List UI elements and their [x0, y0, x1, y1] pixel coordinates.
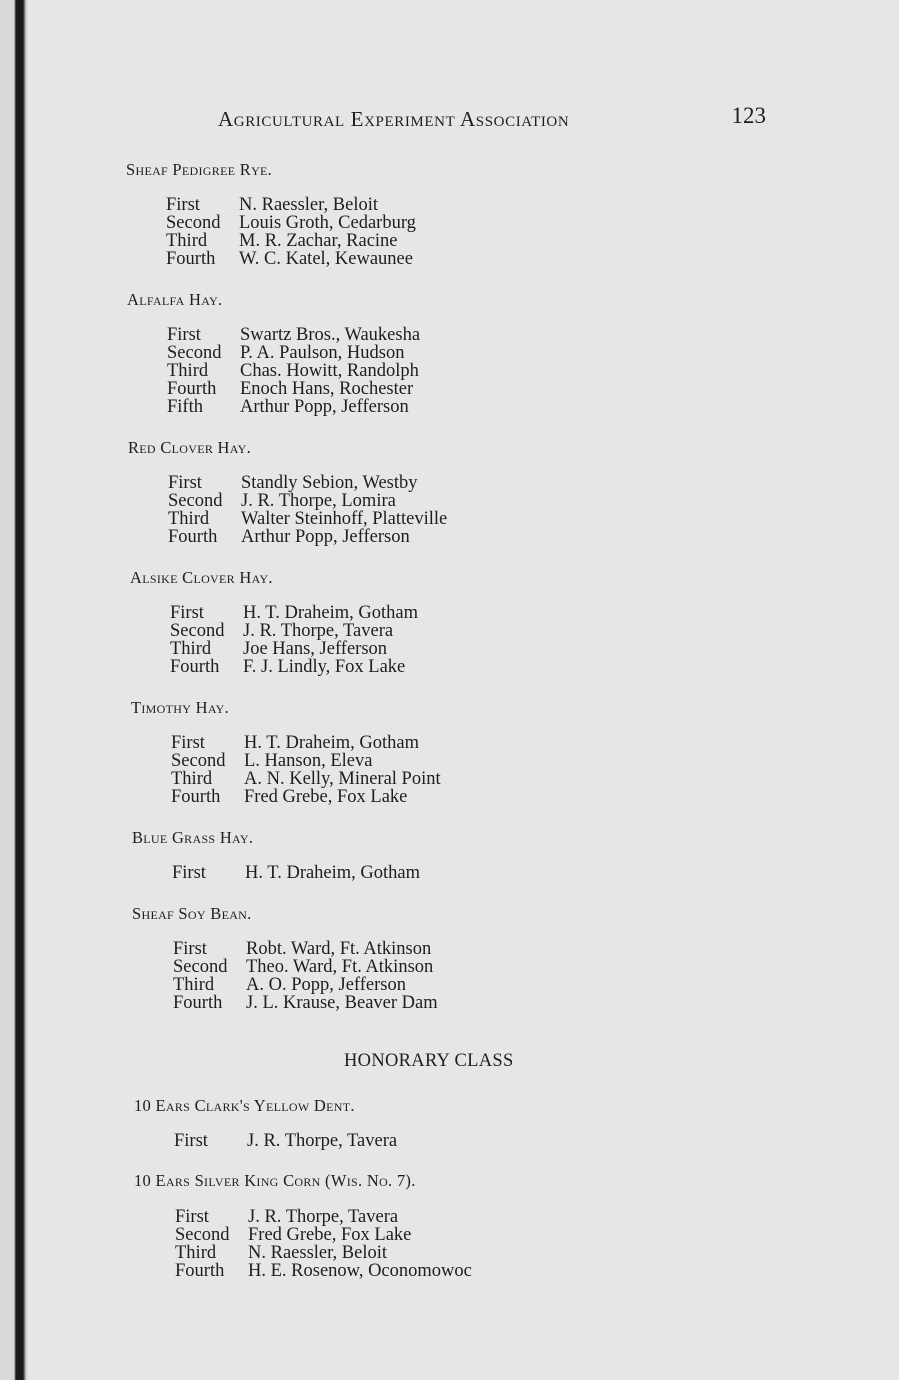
page-header: [218, 103, 766, 133]
list-item: [173, 994, 438, 1012]
place-label: Second: [166, 213, 221, 233]
list-item: [173, 940, 438, 958]
entry-list: [175, 1208, 472, 1280]
list-item: [167, 344, 420, 362]
section-title: Sheaf Pedigree Rye.: [126, 160, 273, 179]
section-title: Alfalfa Hay.: [127, 290, 223, 309]
winner-name: J. R. Thorpe, Lomira: [241, 491, 396, 511]
list-item: [171, 734, 441, 752]
section-title: Alsike Clover Hay.: [130, 568, 273, 587]
list-item: [175, 1226, 472, 1244]
list-item: [166, 250, 416, 268]
winner-name: Arthur Popp, Jefferson: [241, 527, 410, 547]
place-label: Second: [168, 491, 223, 511]
place-label: First: [175, 1207, 209, 1227]
place-label: Fourth: [166, 249, 216, 269]
winner-name: J. L. Krause, Beaver Dam: [246, 993, 438, 1013]
section-title: 10 Ears Clark's Yellow Dent.: [134, 1096, 355, 1115]
winner-name: Theo. Ward, Ft. Atkinson: [246, 957, 434, 977]
entry-list: [168, 474, 447, 546]
place-label: Second: [173, 957, 228, 977]
winner-name: Enoch Hans, Rochester: [240, 379, 414, 399]
section-title: 10 Ears Silver King Corn (Wis. No. 7).: [134, 1171, 416, 1190]
place-label: First: [167, 325, 201, 345]
winner-name: Louis Groth, Cedarburg: [239, 213, 416, 233]
entry-list: [174, 1132, 397, 1150]
place-label: First: [170, 603, 204, 623]
list-item: [171, 752, 441, 770]
place-label: Fourth: [171, 787, 221, 807]
book-spine-edge: [0, 0, 28, 1380]
section-title: Timothy Hay.: [131, 698, 230, 717]
winner-name: H. T. Draheim, Gotham: [244, 733, 420, 753]
list-item: [170, 622, 418, 640]
list-item: [168, 510, 447, 528]
list-item: [170, 640, 418, 658]
list-item: [173, 958, 438, 976]
list-item: [167, 380, 420, 398]
winner-name: Joe Hans, Jefferson: [243, 639, 388, 659]
winner-name: Chas. Howitt, Randolph: [240, 361, 419, 381]
winner-name: Walter Steinhoff, Platteville: [241, 509, 448, 529]
winner-name: A. N. Kelly, Mineral Point: [244, 769, 441, 789]
winner-name: Standly Sebion, Westby: [241, 473, 418, 493]
place-label: Third: [168, 509, 210, 529]
place-label: First: [174, 1131, 208, 1151]
place-label: Third: [171, 769, 213, 789]
place-label: Second: [175, 1225, 230, 1245]
place-label: Fourth: [167, 379, 217, 399]
winner-name: H. T. Draheim, Gotham: [245, 863, 421, 883]
winner-name: J. R. Thorpe, Tavera: [247, 1131, 398, 1151]
place-label: Second: [171, 751, 226, 771]
list-item: [166, 214, 416, 232]
place-label: Fourth: [173, 993, 223, 1013]
winner-name: H. E. Rosenow, Oconomowoc: [248, 1261, 472, 1281]
place-label: Fourth: [175, 1261, 225, 1281]
winner-name: J. R. Thorpe, Tavera: [248, 1207, 399, 1227]
running-title: Agricultural Experiment Association: [218, 107, 570, 131]
winner-name: Robt. Ward, Ft. Atkinson: [246, 939, 432, 959]
entry-list: [167, 326, 420, 416]
winner-name: N. Raessler, Beloit: [239, 195, 379, 215]
winner-name: Arthur Popp, Jefferson: [240, 397, 409, 417]
entry-list: [171, 734, 441, 806]
entry-list: [170, 604, 418, 676]
honorary-class-heading: HONORARY CLASS: [344, 1051, 514, 1071]
list-item: [167, 362, 420, 380]
list-item: [166, 196, 416, 214]
list-item: [168, 492, 447, 510]
entry-list: [166, 196, 416, 268]
winner-name: L. Hanson, Eleva: [244, 751, 373, 771]
list-item: [175, 1262, 472, 1280]
page-number: 123: [731, 103, 766, 128]
list-item: [173, 976, 438, 994]
place-label: First: [171, 733, 205, 753]
place-label: Fourth: [168, 527, 218, 547]
place-label: First: [168, 473, 202, 493]
place-label: Second: [170, 621, 225, 641]
place-label: First: [166, 195, 200, 215]
winner-name: H. T. Draheim, Gotham: [243, 603, 419, 623]
place-label: Third: [170, 639, 212, 659]
entry-list: [173, 940, 438, 1012]
place-label: Second: [167, 343, 222, 363]
list-item: [168, 474, 447, 492]
winner-name: P. A. Paulson, Hudson: [240, 343, 405, 363]
list-item: [171, 770, 441, 788]
list-item: [172, 864, 420, 882]
list-item: [175, 1208, 472, 1226]
winner-name: Swartz Bros., Waukesha: [240, 325, 421, 345]
list-item: [170, 604, 418, 622]
place-label: First: [172, 863, 206, 883]
list-item: [167, 398, 420, 416]
winner-name: J. R. Thorpe, Tavera: [243, 621, 394, 641]
section-title: Red Clover Hay.: [128, 438, 252, 457]
list-item: [175, 1244, 472, 1262]
winner-name: Fred Grebe, Fox Lake: [248, 1225, 412, 1245]
place-label: Fourth: [170, 657, 220, 677]
winner-name: M. R. Zachar, Racine: [239, 231, 398, 251]
list-item: [167, 326, 420, 344]
place-label: Third: [173, 975, 215, 995]
place-label: Third: [167, 361, 209, 381]
list-item: [168, 528, 447, 546]
place-label: Third: [175, 1243, 217, 1263]
winner-name: W. C. Katel, Kewaunee: [239, 249, 413, 269]
section-title: Sheaf Soy Bean.: [132, 904, 252, 923]
winner-name: N. Raessler, Beloit: [248, 1243, 388, 1263]
place-label: Fifth: [167, 397, 203, 417]
list-item: [170, 658, 418, 676]
place-label: First: [173, 939, 207, 959]
section-title: Blue Grass Hay.: [132, 828, 254, 847]
list-item: [171, 788, 441, 806]
winner-name: F. J. Lindly, Fox Lake: [243, 657, 406, 677]
winner-name: A. O. Popp, Jefferson: [246, 975, 406, 995]
place-label: Third: [166, 231, 208, 251]
list-item: [166, 232, 416, 250]
winner-name: Fred Grebe, Fox Lake: [244, 787, 408, 807]
list-item: [174, 1132, 397, 1150]
entry-list: [172, 864, 420, 882]
